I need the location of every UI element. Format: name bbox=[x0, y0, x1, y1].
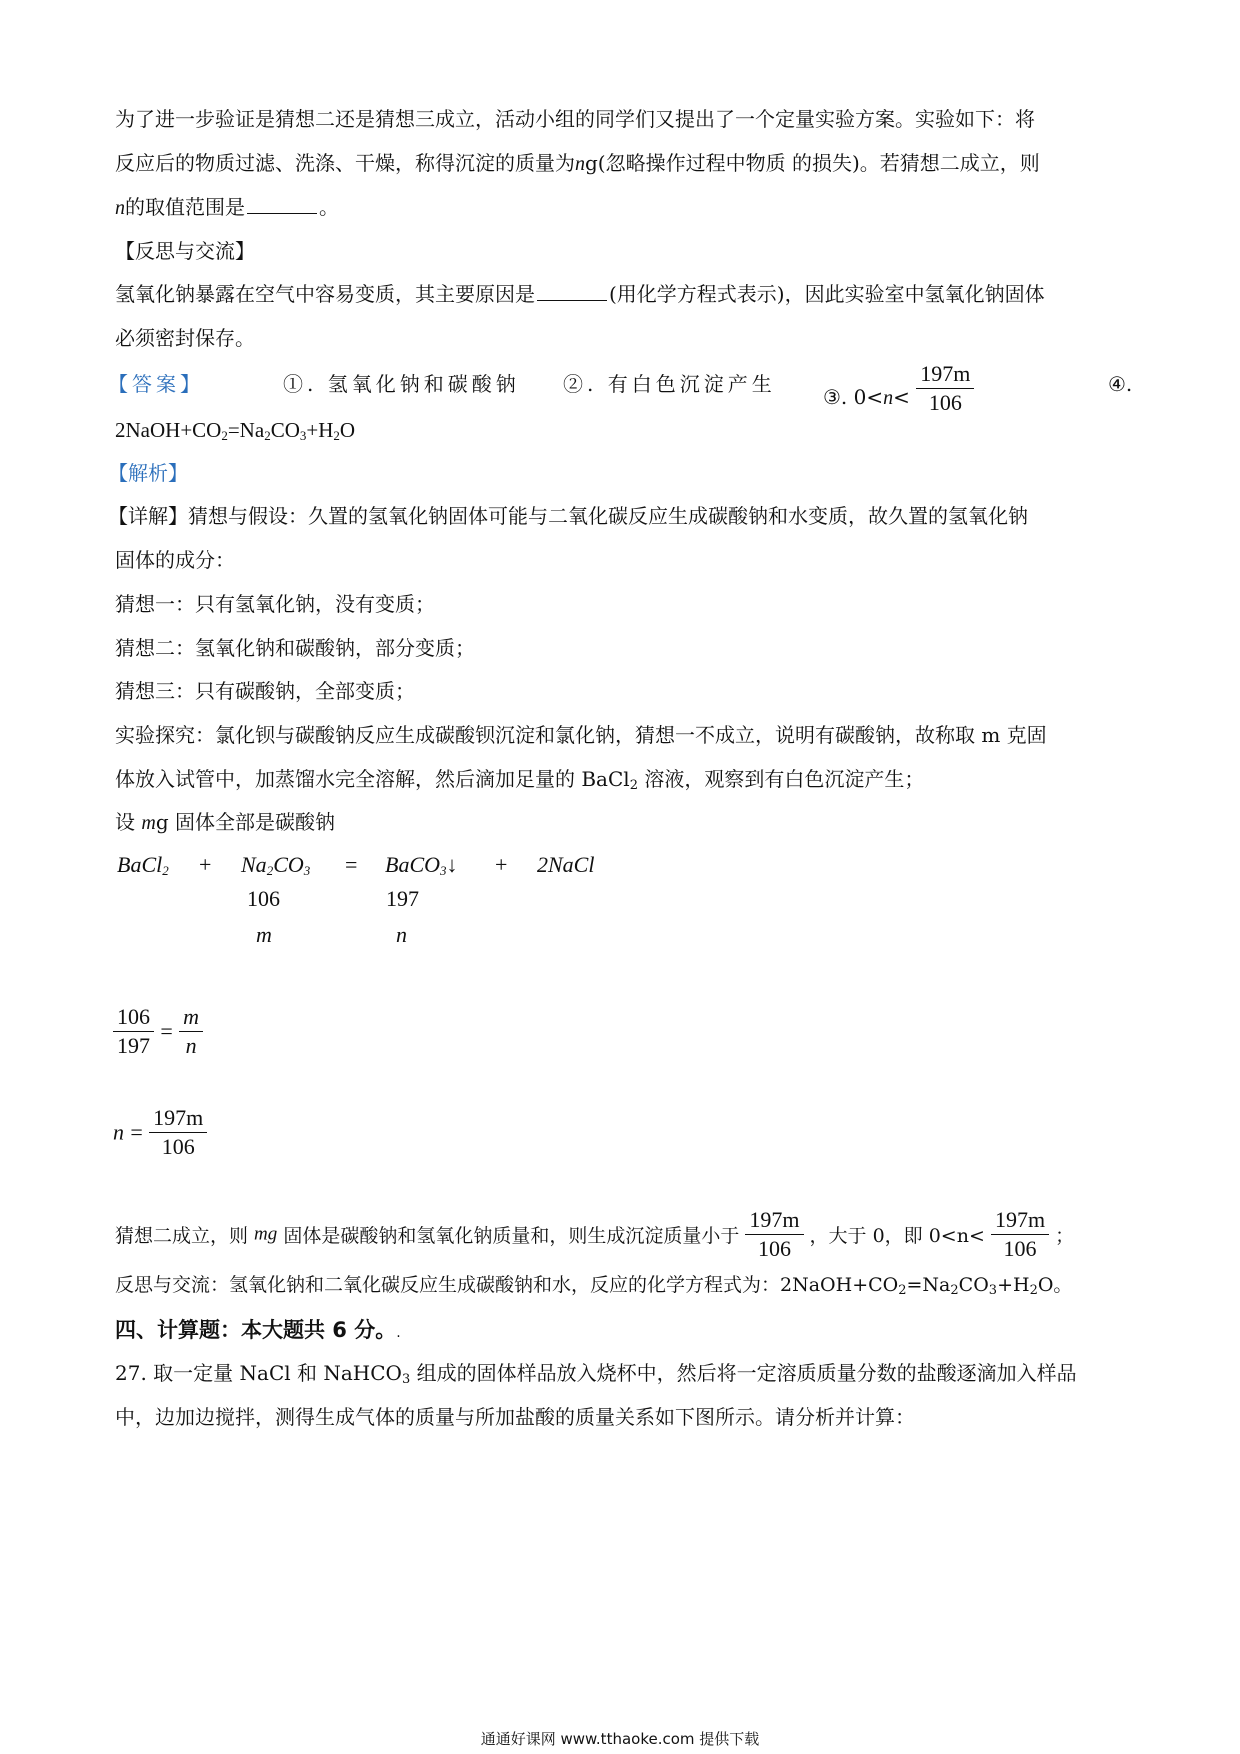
para-line bbox=[115, 105, 1035, 133]
text: 氢氧化钠暴露在空气中容易变质，其主要原因是 bbox=[115, 282, 535, 306]
para-line bbox=[115, 149, 1040, 178]
text: 【反思与交流】 bbox=[115, 239, 255, 263]
var-n: n bbox=[575, 153, 585, 175]
var-n: n bbox=[115, 197, 125, 219]
text: 反应后的物质过滤、洗涤、干燥，称得沉淀的质量为 bbox=[115, 151, 575, 175]
text: 的取值范围是 bbox=[125, 195, 245, 219]
equation-line: $2NaOH+CO_2=Na_2CO_3+H_2O$ bbox=[115, 418, 356, 443]
text: 为了进一步验证是猜想二还是猜想三成立，活动小组的同学们又提出了一个定量实验方案。实验如下：将 bbox=[115, 107, 1035, 131]
para-line: 猜想三：只有碳酸钠，全部变质； bbox=[115, 679, 415, 703]
question-27-cont: 中，边加边搅拌，测得生成气体的质量与所加盐酸的质量关系如下图所示。请分析并计算： bbox=[115, 1405, 915, 1429]
para-line bbox=[115, 193, 339, 222]
fraction: $\frac{197m}{106}$ bbox=[916, 360, 974, 417]
molar-mass-2: 197 bbox=[386, 886, 419, 911]
text: 必须密封保存。 bbox=[115, 326, 255, 350]
answer-3: ③. 0<n< $\frac{197m}{106}$ bbox=[823, 360, 974, 417]
answer-blank bbox=[247, 195, 317, 214]
var-m: m bbox=[256, 922, 272, 947]
text: g(忽略操作过程中物质 的损失)。若猜想二成立，则 bbox=[585, 151, 1040, 175]
para-line: 固体的成分： bbox=[115, 548, 235, 572]
text: (用化学方程式表示)，因此实验室中氢氧化钠固体 bbox=[609, 282, 1045, 306]
var-n: n bbox=[396, 922, 407, 947]
footer-text: 通通好课网 www.tthaoke.com 提供下载 bbox=[480, 1730, 760, 1748]
answer-2: ②. 有白色沉淀产生 bbox=[563, 372, 776, 396]
section-title: 四、计算题：本大题共 6 分。. bbox=[115, 1318, 401, 1342]
para-line: 设 mg 固体全部是碳酸钠 bbox=[115, 810, 335, 834]
answer-4: ④. bbox=[1108, 372, 1133, 396]
question-27: 27. 取一定量 NaCl 和 NaHCO$_3$ 组成的固体样品放入烧杯中，然后将一定溶质质量分数的盐酸逐滴加入样品 bbox=[115, 1361, 1077, 1387]
para-line: 体放入试管中，加蒸馏水完全溶解，然后滴加足量的 BaCl$_2$ 溶液，观察到有白色沉淀产生； bbox=[115, 767, 925, 793]
ratio-equation: $\frac{106}{197}$ = $\frac{m}{n}$ bbox=[113, 1003, 203, 1060]
conclusion-line: 反思与交流：氢氧化钠和二氧化碳反应生成碳酸钠和水，反应的化学方程式为：$2NaOH+CO_2=Na_2CO_3+H_2O$。 bbox=[115, 1274, 1073, 1298]
solve-equation: n = $\frac{197m}{106}$ bbox=[113, 1104, 207, 1161]
answer-line bbox=[108, 360, 1138, 415]
para-line bbox=[115, 324, 255, 352]
molar-mass-1: 106 bbox=[247, 886, 280, 911]
answer-label: 【答案】 bbox=[108, 372, 204, 396]
para-line: 猜想一：只有氢氧化钠，没有变质； bbox=[115, 592, 435, 616]
para-line: 猜想二：氢氧化钠和碳酸钠，部分变质； bbox=[115, 636, 475, 660]
para-line: 【详解】猜想与假设：久置的氢氧化钠固体可能与二氧化碳反应生成碳酸钠和水变质，故久置的氢氧化钠 bbox=[108, 504, 1028, 528]
para-line bbox=[115, 280, 1045, 308]
document-page: 为了进一步验证是猜想二还是猜想三成立，活动小组的同学们又提出了一个定量实验方案。实验如下：将 反应后的物质过滤、洗涤、干燥，称得沉淀的质量为ng(忽略操作过程中物质 的损失)。若猜想二成立，则 n的取值范围是 。 【反思与交流】 氢氧化钠暴露在空气中容易变质，其主要原因是 (用化学方程式表示)，因此实验室中氢氧化钠固体 必须密封保存。 【答案】 ①. 氢氧化钠和碳酸钠 ②. 有白色沉淀产生 ③. 0<n< $\frac{197m}{106}$ ④. $2NaOH+CO_2=Na_2CO_3+H_2O$ 【解析】 【详解】猜想与假设：久置的氢氧化钠固体可能与二氧化碳反应生成碳酸钠和水变质，故久置的氢氧化钠 固体的成分： 猜想一：只有氢氧化钠，没有变质； 猜想二：氢氧化钠和碳酸钠，部分变质； 猜想三：只有碳酸钠，全部变质； 实验探究：氯化钡与碳酸钠反应生成碳酸钡沉淀和氯化钠，猜想一不成立，说明有碳酸钠，故称取 m 克固 体放入试管中，加蒸馏水完全溶解，然后滴加足量的 BaCl$_2$ 溶液，观察到有白色沉淀产生； 设 mg 固体全部是碳酸钠 BaCl$_2$ + $Na_2CO_3$ = BaCO$_3$↓ + 2NaCl 106 197 m n $\frac{106}{197}$ = $\frac{m}{n}$ n = $\frac{197m}{106}$ 猜想二成立，则 mg 固体是碳酸钠和氢氧化钠质量和，则生成沉淀质量小于 $\frac{197m}{106}$ ，大于 0，即 0<n< $\frac{197m}{106}$ ； 反思与交流：氢氧化钠和二氧化碳反应生成碳酸钠和水，反应的化学方程式为：$2NaOH+CO_2=Na_2CO_3+H_2O$。 四、计算题：本大题共 6 分。. 27. 取一定量 NaCl 和 NaHCO$_3$ 组成的固体样品放入烧杯中，然后将一定溶质质量分数的盐酸逐滴加入样品 中，边加边搅拌，测得生成气体的质量与所加盐酸的质量关系如下图所示。请分析并计算： 通通好课网 www.tthaoke.com 提供下载 bbox=[0, 0, 1240, 1754]
analysis-label: 【解析】 bbox=[108, 461, 188, 485]
answer-1: ①. 氢氧化钠和碳酸钠 bbox=[283, 372, 520, 396]
answer-blank bbox=[537, 282, 607, 301]
section-heading bbox=[115, 237, 255, 265]
text: 。 bbox=[319, 195, 339, 219]
conclusion-line: 猜想二成立，则 mg 固体是碳酸钠和氢氧化钠质量和，则生成沉淀质量小于 $\frac{197m}{106}$ ，大于 0，即 0<n< $\frac{197m}{106}$ ； bbox=[115, 1207, 1075, 1261]
para-line: 实验探究：氯化钡与碳酸钠反应生成碳酸钡沉淀和氯化钠，猜想一不成立，说明有碳酸钠，故称取 m 克固 bbox=[115, 723, 1047, 747]
